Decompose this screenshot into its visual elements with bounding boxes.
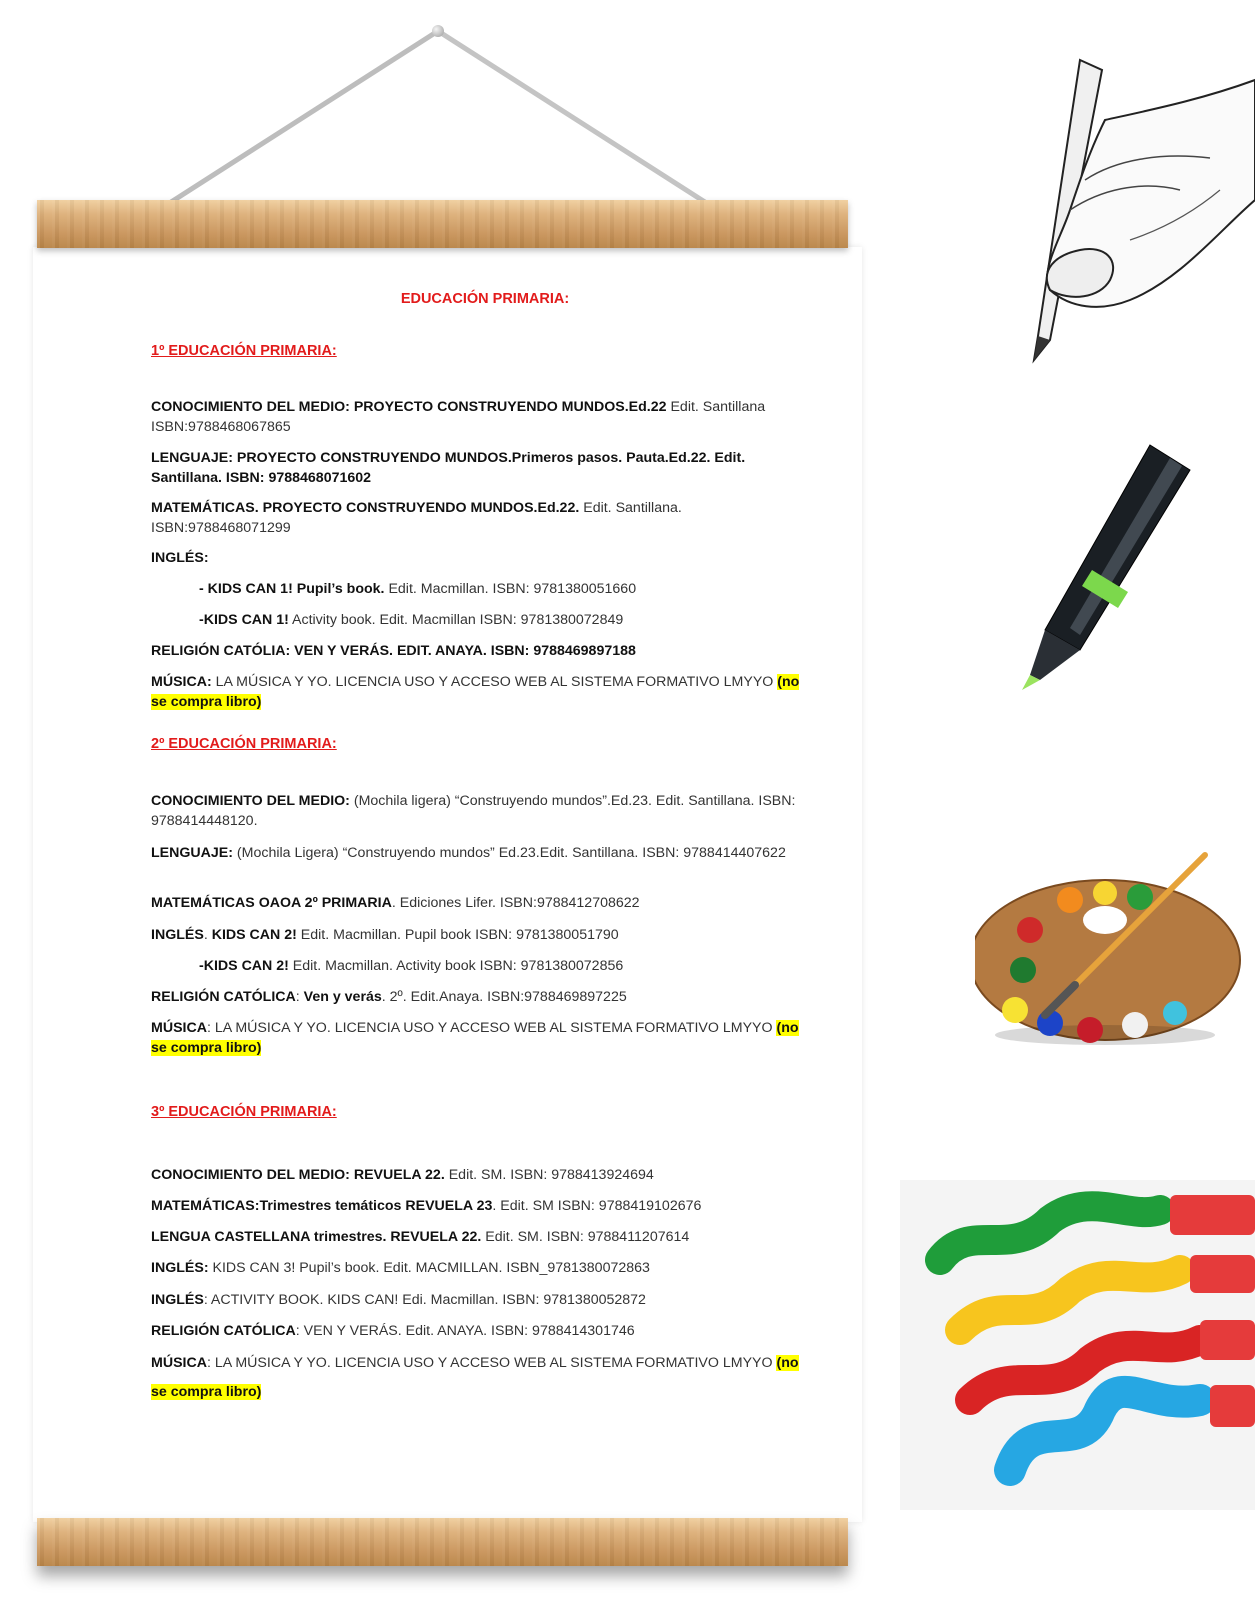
book-item: MATEMÁTICAS:Trimestres temáticos REVUELA 23. Edit. SM ISBN: 9788419102676: [151, 1198, 702, 1214]
book-item: INGLÉS: ACTIVITY BOOK. KIDS CAN! Edi. Macmillan. ISBN: 9781380052872: [151, 1292, 646, 1308]
section-heading-3: 3º EDUCACIÓN PRIMARIA:: [151, 1104, 337, 1120]
book-item: CONOCIMIENTO DEL MEDIO: (Mochila ligera) “Construyendo mundos”.Ed.23. Edit. Santillana. ISBN: 9788414448120.: [151, 793, 796, 829]
book-item: MATEMÁTICAS. PROYECTO CONSTRUYENDO MUNDOS.Ed.22. Edit. Santillana. ISBN:9788468071299: [151, 500, 682, 536]
book-item: INGLÉS:: [151, 550, 209, 566]
no-book-highlight: (no se compra libro): [151, 1355, 799, 1400]
book-item: RELIGIÓN CATÓLICA: VEN Y VERÁS. Edit. ANAYA. ISBN: 9788414301746: [151, 1323, 635, 1339]
book-item: MÚSICA: LA MÚSICA Y YO. LICENCIA USO Y ACCESO WEB AL SISTEMA FORMATIVO LMYYO (no se compra libro): [151, 1020, 799, 1056]
book-item: INGLÉS: KIDS CAN 3! Pupil’s book. Edit. MACMILLAN. ISBN_9781380072863: [151, 1260, 650, 1276]
marker-pen-image: [1000, 440, 1200, 690]
paint-palette-image: [975, 835, 1255, 1050]
hanger-nail: [432, 25, 444, 37]
book-item: MÚSICA: LA MÚSICA Y YO. LICENCIA USO Y ACCESO WEB AL SISTEMA FORMATIVO LMYYO (no se compra libro): [151, 674, 800, 710]
no-book-highlight: (no se compra libro): [151, 674, 800, 710]
book-item: LENGUA CASTELLANA trimestres. REVUELA 22. Edit. SM. ISBN: 9788411207614: [151, 1229, 690, 1245]
paint-tubes-image: [900, 1180, 1255, 1510]
book-item: RELIGIÓN CATÓLICA: Ven y verás. 2º. Edit.Anaya. ISBN:9788469897225: [151, 989, 627, 1005]
no-book-highlight: (no se compra libro): [151, 1020, 799, 1056]
book-item: MATEMÁTICAS OAOA 2º PRIMARIA. Ediciones Lifer. ISBN:9788412708622: [151, 895, 640, 911]
book-item: LENGUAJE: PROYECTO CONSTRUYENDO MUNDOS.Primeros pasos. Pauta.Ed.22. Edit. Santillana. ISBN: 9788468071602: [151, 450, 746, 486]
book-item: LENGUAJE: (Mochila Ligera) “Construyendo mundos” Ed.23.Edit. Santillana. ISBN: 9788414407622: [151, 845, 786, 861]
book-item: INGLÉS. KIDS CAN 2! Edit. Macmillan. Pupil book ISBN: 9781380051790: [151, 927, 619, 943]
book-item: -KIDS CAN 1! Activity book. Edit. Macmillan ISBN: 9781380072849: [199, 612, 624, 628]
book-item: CONOCIMIENTO DEL MEDIO: PROYECTO CONSTRUYENDO MUNDOS.Ed.22 Edit. Santillana ISBN:9788468067865: [151, 399, 766, 435]
section-heading-2: 2º EDUCACIÓN PRIMARIA:: [151, 736, 337, 752]
book-item: - KIDS CAN 1! Pupil’s book. Edit. Macmillan. ISBN: 9781380051660: [199, 581, 637, 597]
book-item: -KIDS CAN 2! Edit. Macmillan. Activity book ISBN: 9781380072856: [199, 958, 624, 974]
hand-drawing-pencil-image: [1010, 40, 1255, 370]
book-item: MÚSICA: LA MÚSICA Y YO. LICENCIA USO Y ACCESO WEB AL SISTEMA FORMATIVO LMYYO (no se compra libro): [151, 1355, 799, 1400]
section-heading-1: 1º EDUCACIÓN PRIMARIA:: [151, 343, 337, 359]
book-item: RELIGIÓN CATÓLIA: VEN Y VERÁS. EDIT. ANAYA. ISBN: 9788469897188: [151, 643, 636, 659]
top-wood-rail: [37, 200, 848, 248]
book-item: CONOCIMIENTO DEL MEDIO: REVUELA 22. Edit. SM. ISBN: 9788413924694: [151, 1167, 654, 1183]
document-title: EDUCACIÓN PRIMARIA:: [400, 291, 570, 307]
bottom-wood-rail: [37, 1518, 848, 1566]
